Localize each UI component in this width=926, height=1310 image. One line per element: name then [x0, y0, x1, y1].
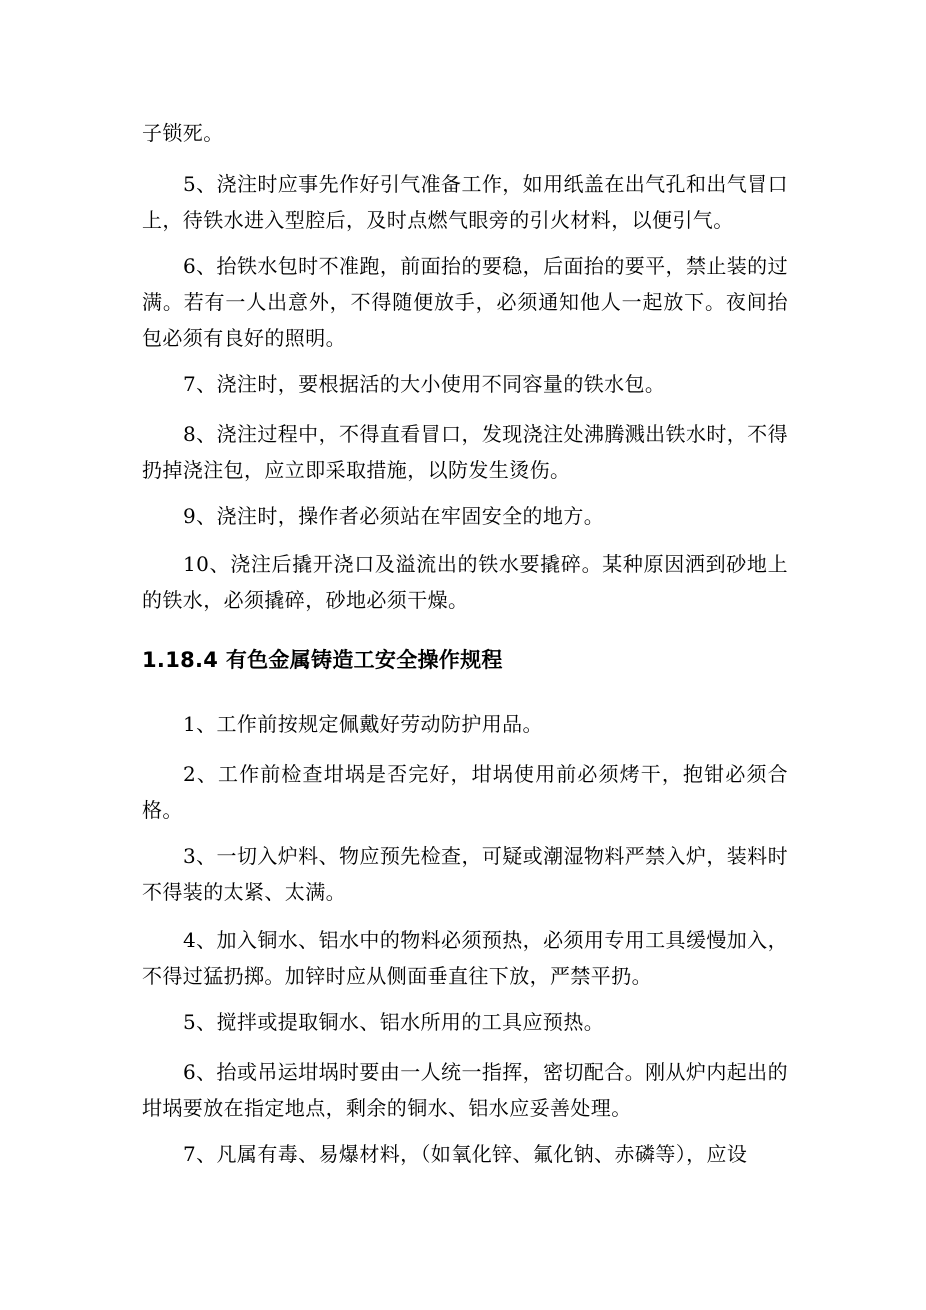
rule-item-10: 10、浇注后撬开浇口及溢流出的铁水要撬碎。某种原因洒到砂地上的铁水，必须撬碎，砂地必须干燥。: [142, 552, 788, 612]
nonferrous-item-1: 1、工作前按规定佩戴好劳动防护用品。: [183, 712, 543, 736]
nonferrous-item-6: 6、抬或吊运坩埚时要由一人统一指挥，密切配合。刚从炉内起出的坩埚要放在指定地点，剩余的铜水、铝水应妥善处理。: [142, 1060, 788, 1120]
rule-item-9: 9、浇注时，操作者必须站在牢固安全的地方。: [183, 504, 605, 528]
nonferrous-item-2: 2、工作前检查坩埚是否完好，坩埚使用前必须烤干，抱钳必须合格。: [142, 762, 788, 822]
rule-item-5: 5、浇注时应事先作好引气准备工作，如用纸盖在出气孔和出气冒口上，待铁水进入型腔后，及时点燃气眼旁的引火材料，以便引气。: [142, 172, 788, 232]
section-heading: 1.18.4 有色金属铸造工安全操作规程: [142, 648, 503, 672]
continued-text: 子锁死。: [142, 121, 224, 145]
nonferrous-item-3: 3、一切入炉料、物应预先检查，可疑或潮湿物料严禁入炉，装料时不得装的太紧、太满。: [142, 844, 788, 904]
rule-item-8: 8、浇注过程中，不得直看冒口，发现浇注处沸腾溅出铁水时，不得扔掉浇注包，应立即采取措施，以防发生烫伤。: [142, 422, 788, 482]
rule-item-6: 6、抬铁水包时不准跑，前面抬的要稳，后面抬的要平，禁止装的过满。若有一人出意外，不得随便放手，必须通知他人一起放下。夜间抬包必须有良好的照明。: [142, 254, 788, 350]
nonferrous-item-7: 7、凡属有毒、易爆材料，（如氧化锌、氟化钠、赤磷等），应设: [183, 1142, 748, 1166]
nonferrous-item-5: 5、搅拌或提取铜水、铝水所用的工具应预热。: [183, 1010, 605, 1034]
nonferrous-item-4: 4、加入铜水、铝水中的物料必须预热，必须用专用工具缓慢加入，不得过猛扔掷。加锌时应从侧面垂直往下放，严禁平扔。: [142, 928, 788, 988]
rule-item-7: 7、浇注时，要根据活的大小使用不同容量的铁水包。: [183, 372, 666, 396]
